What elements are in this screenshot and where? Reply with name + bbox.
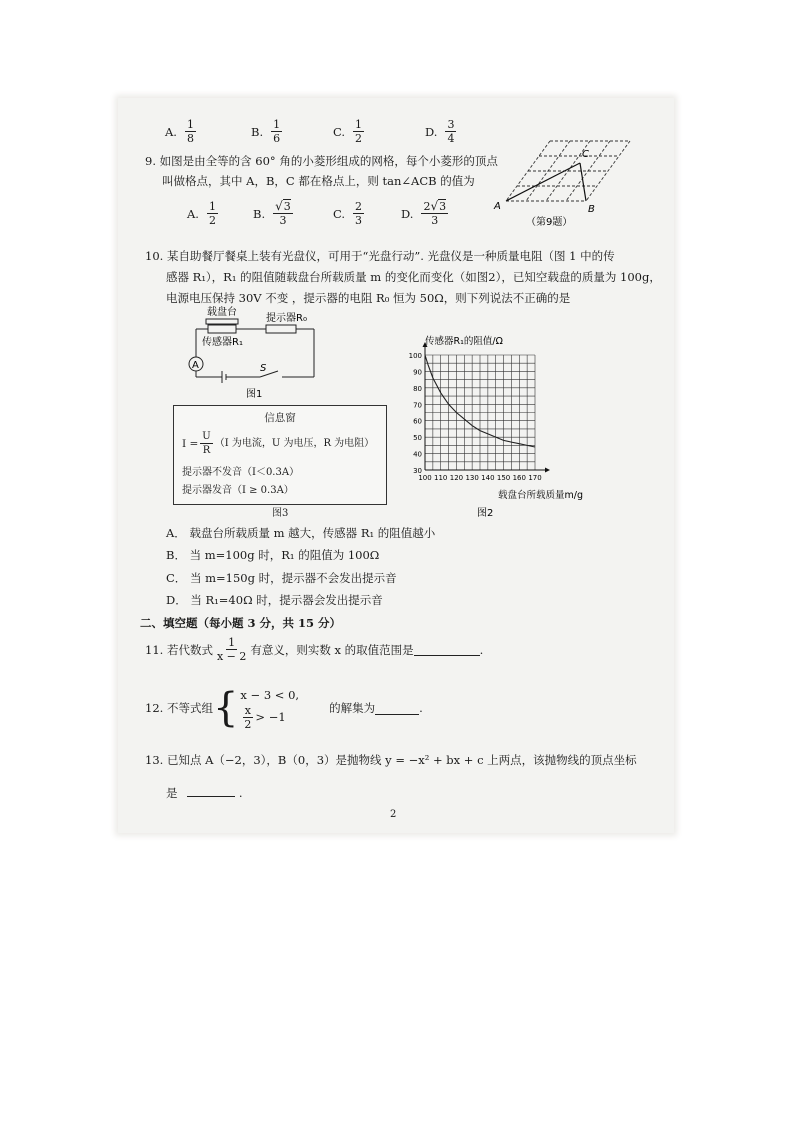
q10-line1: 10. 某自助餐厅餐桌上装有光盘仪，可用于“光盘行动”. 光盘仪是一种质量电阻（图 1 中的传 bbox=[145, 249, 615, 263]
q9-figure-caption: （第9题） bbox=[526, 217, 573, 228]
q8-option-d: D. $\frac{3}{4}$ bbox=[425, 118, 455, 145]
x-tick-label: 160 bbox=[512, 474, 526, 482]
q9-line2: 叫做格点，其中 A，B，C 都在格点上，则 tan∠ACB 的值为 bbox=[162, 174, 475, 188]
y-tick-label: 70 bbox=[413, 401, 422, 410]
q10-line3: 电源电压保持 30V 不变 ，提示器的电阻 R₀ 恒为 50Ω，则下列说法不正确的是 bbox=[166, 291, 571, 305]
y-tick-label: 50 bbox=[413, 434, 422, 443]
system-brace: { bbox=[212, 685, 239, 731]
x-tick-label: 150 bbox=[496, 474, 511, 482]
info-sound-line: 提示器发音（I ≥ 0.3A） bbox=[182, 485, 294, 496]
info-window-figure-3 bbox=[173, 405, 387, 505]
q9-rhombus-grid-figure bbox=[490, 133, 640, 233]
switch-label: S bbox=[260, 363, 267, 374]
q11-answer-blank[interactable] bbox=[414, 643, 480, 656]
tray-rect bbox=[206, 319, 238, 324]
triangle-acb bbox=[506, 163, 586, 201]
circuit-figure-1 bbox=[178, 305, 328, 400]
q10-line2: 感器 R₁），R₁ 的阻值随载盘台所载质量 m 的变化而变化（如图2），已知空载盘的质量为 100g， bbox=[166, 270, 661, 284]
chart-y-ticks bbox=[409, 352, 422, 475]
q10-option-d: D． 当 R₁=40Ω 时，提示器会发出提示音 bbox=[166, 593, 383, 607]
section-2-title: 二、填空题（每小题 3 分，共 15 分） bbox=[140, 616, 342, 630]
q8-option-b: B. $\frac{1}{6}$ bbox=[251, 118, 281, 145]
q8-options bbox=[165, 118, 495, 148]
q10-option-b: B． 当 m=100g 时，R₁ 的阻值为 100Ω bbox=[166, 548, 380, 562]
x-tick-label: 140 bbox=[481, 474, 495, 482]
y-tick-label: 30 bbox=[413, 467, 422, 475]
x-tick-label: 120 bbox=[449, 474, 464, 482]
y-tick-label: 40 bbox=[413, 450, 422, 459]
chart-title-ylabel: 传感器R₁的阻值/Ω bbox=[425, 336, 503, 347]
q13-line1: 13. 已知点 A（−2，3），B（0，3）是抛物线 y = −x² + bx + c 上两点，该抛物线的顶点坐标 bbox=[145, 753, 637, 767]
q9-option-b: B. $\frac{√3}{3}$ bbox=[253, 199, 291, 227]
q9-line1: 9. 如图是由全等的含 60° 角的小菱形组成的网格，每个小菱形的顶点 bbox=[145, 154, 498, 168]
q13-line2: 是 . bbox=[166, 786, 243, 800]
y-tick-label: 60 bbox=[413, 417, 422, 426]
page-number: 2 bbox=[390, 809, 397, 820]
ammeter-label: A bbox=[192, 360, 199, 371]
fig1-caption: 图1 bbox=[246, 389, 263, 400]
q10-option-c: C． 当 m=150g 时，提示器不会发出提示音 bbox=[166, 571, 397, 585]
info-silent-line: 提示器不发音（I＜0.3A） bbox=[182, 467, 300, 478]
resistance-mass-chart bbox=[405, 330, 583, 520]
chart-caption: 图2 bbox=[477, 508, 494, 519]
q8-option-a: A. $\frac{1}{8}$ bbox=[165, 118, 194, 145]
info-window-title: 信息窗 bbox=[264, 412, 296, 424]
q9-options bbox=[187, 200, 487, 234]
ohm-law-formula: I = $\frac{U}{R}$ （I 为电流，U 为电压，R 为电阻） bbox=[182, 431, 375, 456]
label-b: B bbox=[588, 204, 595, 215]
label-a: A bbox=[494, 201, 501, 212]
x-tick-label: 170 bbox=[528, 474, 542, 482]
x-tick-label: 100 bbox=[418, 474, 432, 482]
chart-axes bbox=[423, 342, 551, 473]
q9-option-d: D. $\frac{2√3}{3}$ bbox=[401, 199, 447, 227]
chart-x-ticks bbox=[418, 474, 541, 482]
label-c: C bbox=[582, 149, 589, 160]
q12-answer-blank[interactable] bbox=[375, 702, 419, 715]
chart-grid bbox=[425, 355, 535, 470]
q10-option-a: A． 载盘台所载质量 m 越大，传感器 R₁ 的阻值越小 bbox=[166, 526, 436, 540]
tray-label: 载盘台 bbox=[207, 307, 237, 318]
prompter-resistor bbox=[266, 325, 296, 333]
y-tick-label: 90 bbox=[413, 368, 422, 377]
q12-line: 12. 不等式组 { x − 3 < 0, $\frac{x}{2}$ > −1 的解集为 . bbox=[145, 685, 423, 731]
x-tick-label: 110 bbox=[434, 474, 448, 482]
q9-option-a: A. $\frac{1}{2}$ bbox=[187, 200, 216, 227]
q8-option-c: C. $\frac{1}{2}$ bbox=[333, 118, 363, 145]
y-tick-label: 80 bbox=[413, 384, 422, 393]
x-axis-arrow bbox=[545, 468, 550, 473]
sensor-resistor bbox=[208, 325, 236, 333]
prompter-label: 提示器R₀ bbox=[266, 313, 307, 324]
chart-xlabel: 载盘台所载质量m/g bbox=[498, 490, 583, 501]
sensor-label: 传感器R₁ bbox=[202, 337, 243, 348]
inequality-system: x − 3 < 0, $\frac{x}{2}$ > −1 bbox=[240, 687, 300, 731]
fig3-caption: 图3 bbox=[272, 508, 289, 519]
x-tick-label: 130 bbox=[465, 474, 479, 482]
q9-option-c: C. $\frac{2}{3}$ bbox=[333, 200, 363, 227]
q11-line: 11. 若代数式 $\frac{1}{x - 2}$ 有意义，则实数 x 的取值范围是 . bbox=[145, 636, 484, 663]
q13-answer-blank[interactable] bbox=[187, 784, 235, 797]
y-tick-label: 100 bbox=[408, 352, 422, 360]
